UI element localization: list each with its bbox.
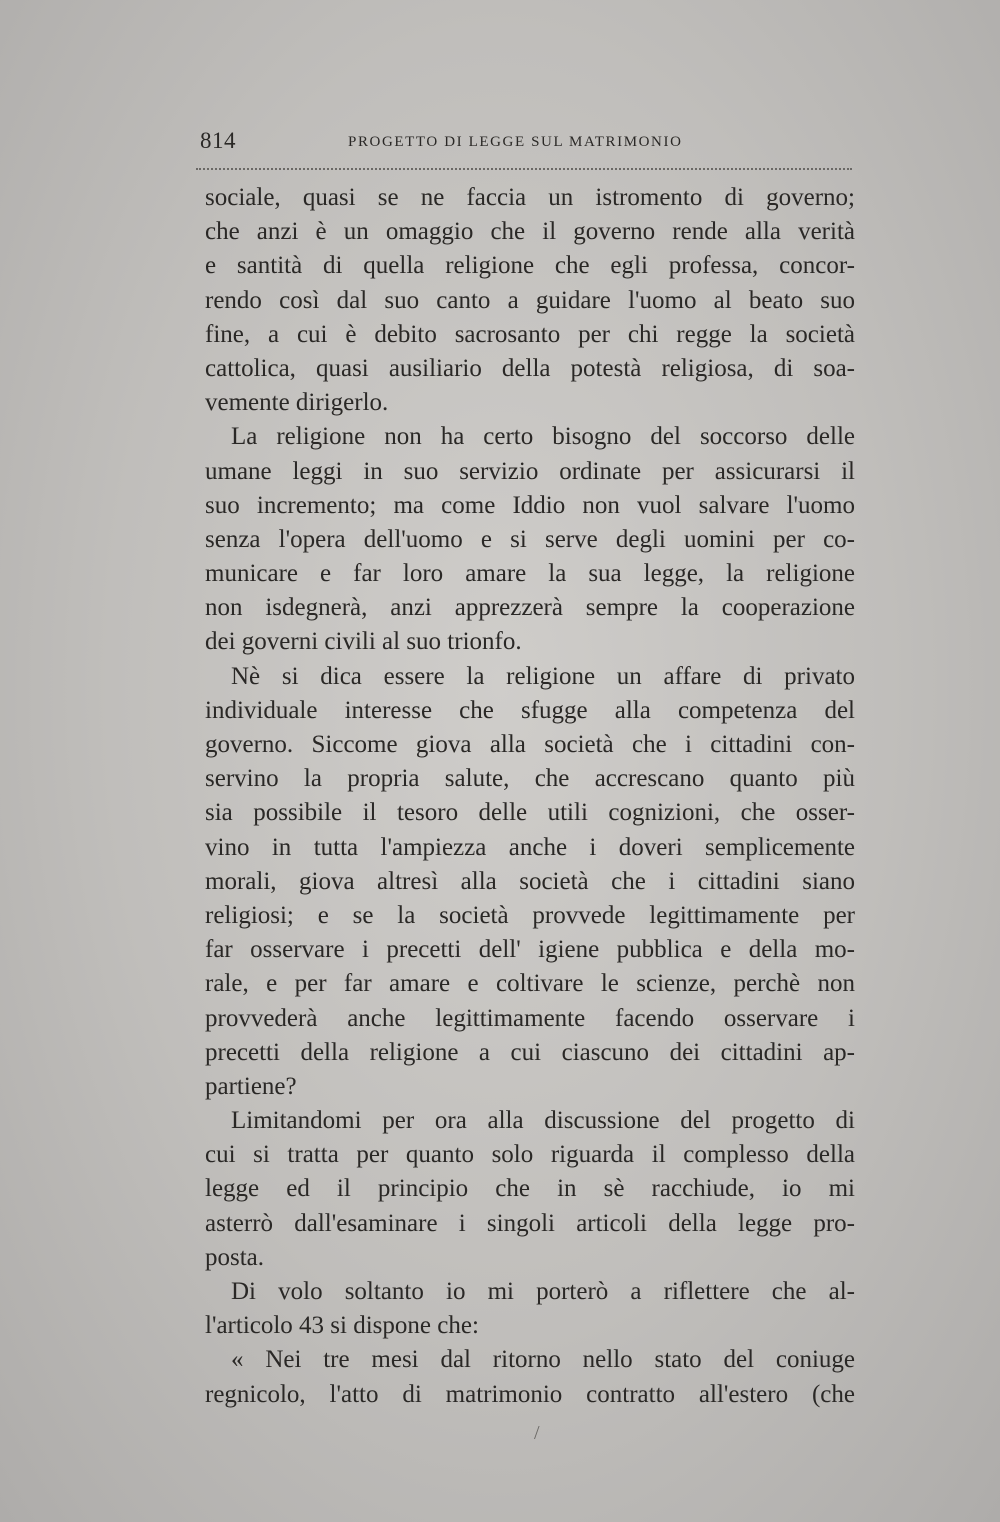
text-line: individuale interesse che sfugge alla competenza del xyxy=(205,696,855,724)
text-line: sociale, quasi se ne faccia un istromento di governo; xyxy=(205,184,855,211)
text-line: rendo così dal suo canto a guidare l'uomo al beato suo xyxy=(205,286,855,314)
text-line: rale, e per far amare e coltivare le scienze, perchè non xyxy=(205,970,855,998)
body-text xyxy=(205,181,855,1412)
text-line: servino la propria salute, che accrescano quanto più xyxy=(205,765,855,793)
header-rule xyxy=(196,168,852,170)
text-line: suo incremento; ma come Iddio non vuol salvare l'uomo xyxy=(205,491,855,519)
text-line: umane leggi in suo servizio ordinate per assicurarsi il xyxy=(205,457,855,485)
text-line: « Nei tre mesi dal ritorno nello stato del coniuge xyxy=(231,1346,855,1374)
text-line: l'articolo 43 si dispone che: xyxy=(205,1312,479,1340)
text-line: municare e far loro amare la sua legge, la religione xyxy=(205,560,855,588)
text-line: Nè si dica essere la religione un affare di privato xyxy=(231,662,855,690)
text-line: sia possibile il tesoro delle utili cognizioni, che osser- xyxy=(205,799,855,827)
text-line: regnicolo, l'atto di matrimonio contratto all'estero (che xyxy=(205,1380,855,1408)
text-line: posta. xyxy=(205,1243,265,1271)
text-line: dei governi civili al suo trionfo. xyxy=(205,628,522,656)
page-header xyxy=(196,128,856,162)
text-line: religiosi; e se la società provvede legittimamente per xyxy=(205,901,855,929)
text-line: e santità di quella religione che egli professa, concor- xyxy=(205,252,855,280)
text-line: precetti della religione a cui ciascuno dei cittadini ap- xyxy=(205,1038,855,1066)
text-line: legge ed il principio che in sè racchiude, io mi xyxy=(205,1175,855,1203)
text-line: governo. Siccome giova alla società che i cittadini con- xyxy=(205,731,855,758)
text-line: vemente dirigerlo. xyxy=(205,389,389,417)
text-line: che anzi è un omaggio che il governo rende alla verità xyxy=(205,218,855,246)
text-line: far osservare i precetti dell' igiene pubblica e della mo- xyxy=(205,936,855,964)
text-line: fine, a cui è debito sacrosanto per chi regge la società xyxy=(205,320,855,348)
text-line: cattolica, quasi ausiliario della potestà religiosa, di soa- xyxy=(205,354,855,382)
footer-mark: / xyxy=(534,1422,540,1444)
text-line: vino in tutta l'ampiezza anche i doveri semplicemente xyxy=(205,833,855,861)
page-number: 814 xyxy=(200,128,236,153)
text-line: senza l'opera dell'uomo e si serve degli uomini per co- xyxy=(205,525,855,553)
text-line: Di volo soltanto io mi porterò a riflettere che al- xyxy=(231,1278,855,1305)
running-title: PROGETTO DI LEGGE SUL MATRIMONIO xyxy=(348,134,683,150)
text-line: non isdegnerà, anzi apprezzerà sempre la cooperazione xyxy=(205,594,855,622)
text-line: provvederà anche legittimamente facendo osservare i xyxy=(205,1004,855,1032)
text-line: partiene? xyxy=(205,1072,297,1100)
text-line: Limitandomi per ora alla discussione del progetto di xyxy=(231,1107,855,1135)
text-line: morali, giova altresì alla società che i cittadini siano xyxy=(205,867,855,895)
text-line: asterrò dall'esaminare i singoli articoli della legge pro- xyxy=(205,1209,855,1237)
text-line: La religione non ha certo bisogno del soccorso delle xyxy=(231,423,855,451)
text-line: cui si tratta per quanto solo riguarda il complesso della xyxy=(205,1141,855,1169)
